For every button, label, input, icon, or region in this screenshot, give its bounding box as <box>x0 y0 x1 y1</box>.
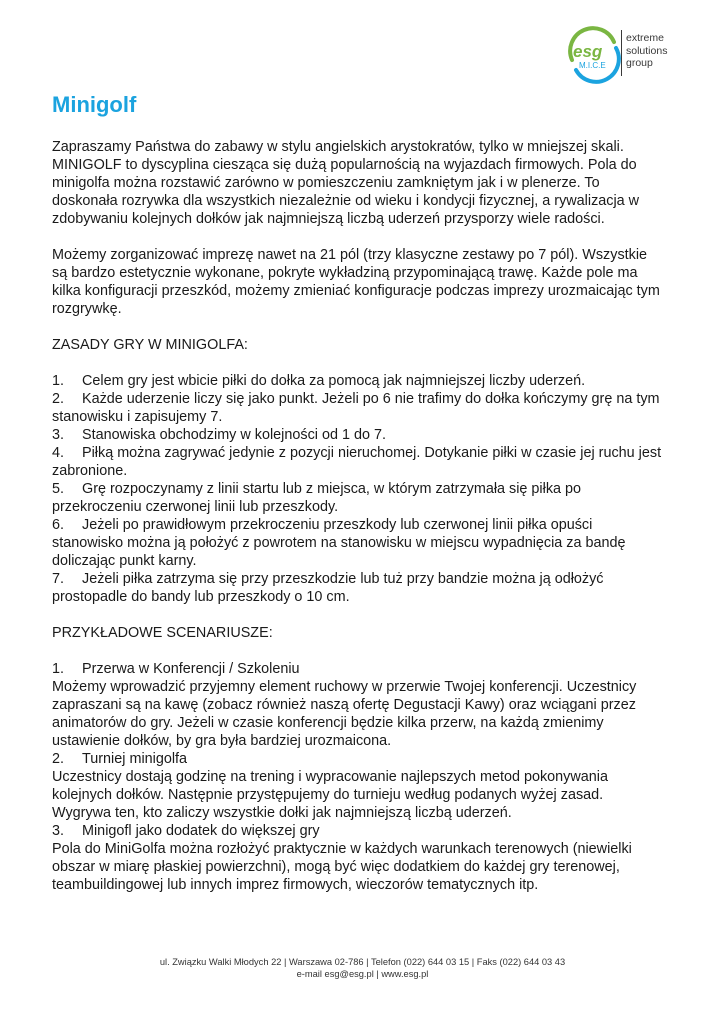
scenario-text: Uczestnicy dostają godzinę na trening i wypracowanie najlepszych metod pokonywania <box>52 769 608 785</box>
scenario-text: Wygrywa ten, kto zaliczy wszystkie dołki jak najmniejszą liczbą uderzeń. <box>52 805 512 821</box>
text-line: Zapraszamy Państwa do zabawy w stylu angielskich arystokratów, tylko w mniejszej skali. <box>52 139 624 155</box>
rule-item <box>52 480 677 516</box>
text-line: zdobywaniu kolejnych dołków jak najmniejszą liczbą uderzeń przysporzy wiele radości. <box>52 211 605 227</box>
scenarios-list <box>52 660 677 894</box>
rule-text-continued: przekroczeniu czerwonej linii lub przeszkody. <box>52 499 339 515</box>
footer-contact: e-mail esg@esg.pl | www.esg.pl <box>296 969 429 979</box>
rule-item <box>52 390 677 426</box>
scenario-text: obszar w miarę płaskiej powierzchni), mogą być więc dodatkiem do każdej gry terenowej, <box>52 859 620 875</box>
text-line: doskonała rozrywka dla wszystkich niezależnie od wieku i kondycji fizycznej, a rywalizacja w <box>52 193 640 209</box>
rule-item <box>52 444 677 480</box>
rule-text-continued: stanowisko można ją położyć z powrotem na stanowisku w miejscu wypadnięcia za bandę <box>52 535 626 551</box>
text-line: minigolfa można rozstawić zarówno w pomieszczeniu zamkniętym jak i w plenerze. To <box>52 175 600 191</box>
rule-text: Jeżeli po prawidłowym przekroczeniu przeszkody lub czerwonej linii piłka opuści <box>82 517 593 533</box>
rule-text-continued: prostopadle do bandy lub przeszkody o 10 cm. <box>52 589 350 605</box>
rule-text: Każde uderzenie liczy się jako punkt. Jeżeli po 6 nie trafimy do dołka kończymy grę na tym <box>82 391 660 407</box>
rule-text-continued: stanowisku i zapisujemy 7. <box>52 409 223 425</box>
rules-list <box>52 372 677 606</box>
scenario-item <box>52 660 677 750</box>
scenario-title: Minigofl jako dodatek do większej gry <box>82 823 320 839</box>
intro-paragraph <box>52 138 677 228</box>
rule-item <box>52 570 677 606</box>
document-body <box>52 138 677 894</box>
rule-text-continued: zabronione. <box>52 463 128 479</box>
scenario-text: ustawienie dołków, by gra była bardziej urozmaicona. <box>52 733 392 749</box>
rule-text: Celem gry jest wbicie piłki do dołka za pomocą jak najmniejszej liczby uderzeń. <box>82 373 586 389</box>
rule-text: Grę rozpoczynamy z linii startu lub z miejsca, w którym zatrzymała się piłka po <box>82 481 582 497</box>
offer-paragraph <box>52 246 677 318</box>
text-line: rozgrywkę. <box>52 301 122 317</box>
esg-logo-mark <box>564 26 624 84</box>
logo-word: extreme <box>626 32 664 44</box>
footer-address: ul. Związku Walki Młodych 22 | Warszawa 02-786 | Telefon (022) 644 03 15 | Faks (022) 644 03 43 <box>159 957 566 967</box>
rule-number: 5. <box>52 481 65 497</box>
logo-word: group <box>626 57 653 69</box>
scenario-item <box>52 750 677 822</box>
scenario-title: Przerwa w Konferencji / Szkoleniu <box>82 661 300 677</box>
text-line: Możemy zorganizować imprezę nawet na 21 pól (trzy klasyczne zestawy po 7 pól). Wszystkie <box>52 247 648 263</box>
text-line: kilka konfiguracji przeszkód, możemy zmieniać konfiguracje podczas imprezy urozmaicając tym <box>52 283 660 299</box>
page-footer <box>0 956 725 980</box>
rule-item <box>52 372 677 390</box>
rule-item <box>52 426 677 444</box>
scenario-text: Możemy wprowadzić przyjemny element ruchowy w przerwie Twojej konferencji. Uczestnicy <box>52 679 637 695</box>
scenarios-heading: PRZYKŁADOWE SCENARIUSZE: <box>52 625 273 641</box>
scenario-item <box>52 822 677 894</box>
text-line: MINIGOLF to dyscyplina ciesząca się dużą popularnością na wyjazdach firmowych. Pola do <box>52 157 637 173</box>
rule-number: 1. <box>52 373 65 389</box>
page-title: Minigolf <box>52 92 137 117</box>
scenario-title: Turniej minigolfa <box>82 751 188 767</box>
scenario-number: 2. <box>52 751 65 767</box>
scenario-number: 3. <box>52 823 65 839</box>
text-line: są bardzo estetycznie wykonane, pokryte wykładziną przypominającą trawę. Każde pole ma <box>52 265 638 281</box>
rule-item <box>52 516 677 570</box>
logo-sub-text: M.I.C.E <box>579 61 606 70</box>
rule-number: 4. <box>52 445 65 461</box>
rule-text: Piłką można zagrywać jedynie z pozycji nieruchomej. Dotykanie piłki w czasie jej ruchu jest <box>82 445 662 461</box>
scenario-text: Pola do MiniGolfa można rozłożyć praktycznie w każdych warunkach terenowych (niewielki <box>52 841 632 857</box>
rule-number: 2. <box>52 391 65 407</box>
rule-text-continued: doliczając punkt karny. <box>52 553 197 569</box>
logo-word: solutions <box>626 44 668 57</box>
scenario-text: animatorów do gry. Jeżeli w czasie konferencji będzie kilka przerw, na każdą zmienimy <box>52 715 604 731</box>
rule-text: Jeżeli piłka zatrzyma się przy przeszkodzie lub tuż przy bandzie można ją odłożyć <box>82 571 604 587</box>
logo-mark-text: esg <box>573 42 603 61</box>
rule-number: 3. <box>52 427 65 443</box>
scenario-text: kolejnych dołków. Następnie przystępujemy do turnieju według podanych wyżej zasad. <box>52 787 604 803</box>
scenario-text: zapraszani są na kawę (zobacz również naszą ofertę Degustacji Kawy) oraz wciągani przez <box>52 697 636 713</box>
company-logo <box>564 26 684 84</box>
rule-text: Stanowiska obchodzimy w kolejności od 1 do 7. <box>82 427 386 443</box>
scenario-number: 1. <box>52 661 65 677</box>
logo-words <box>626 32 667 70</box>
rule-number: 7. <box>52 571 65 587</box>
rules-heading: ZASADY GRY W MINIGOLFA: <box>52 337 248 353</box>
rule-number: 6. <box>52 517 65 533</box>
logo-divider <box>621 30 622 76</box>
scenario-text: teambuildingowej lub innych imprez firmowych, wieczorów tematycznych itp. <box>52 877 539 893</box>
